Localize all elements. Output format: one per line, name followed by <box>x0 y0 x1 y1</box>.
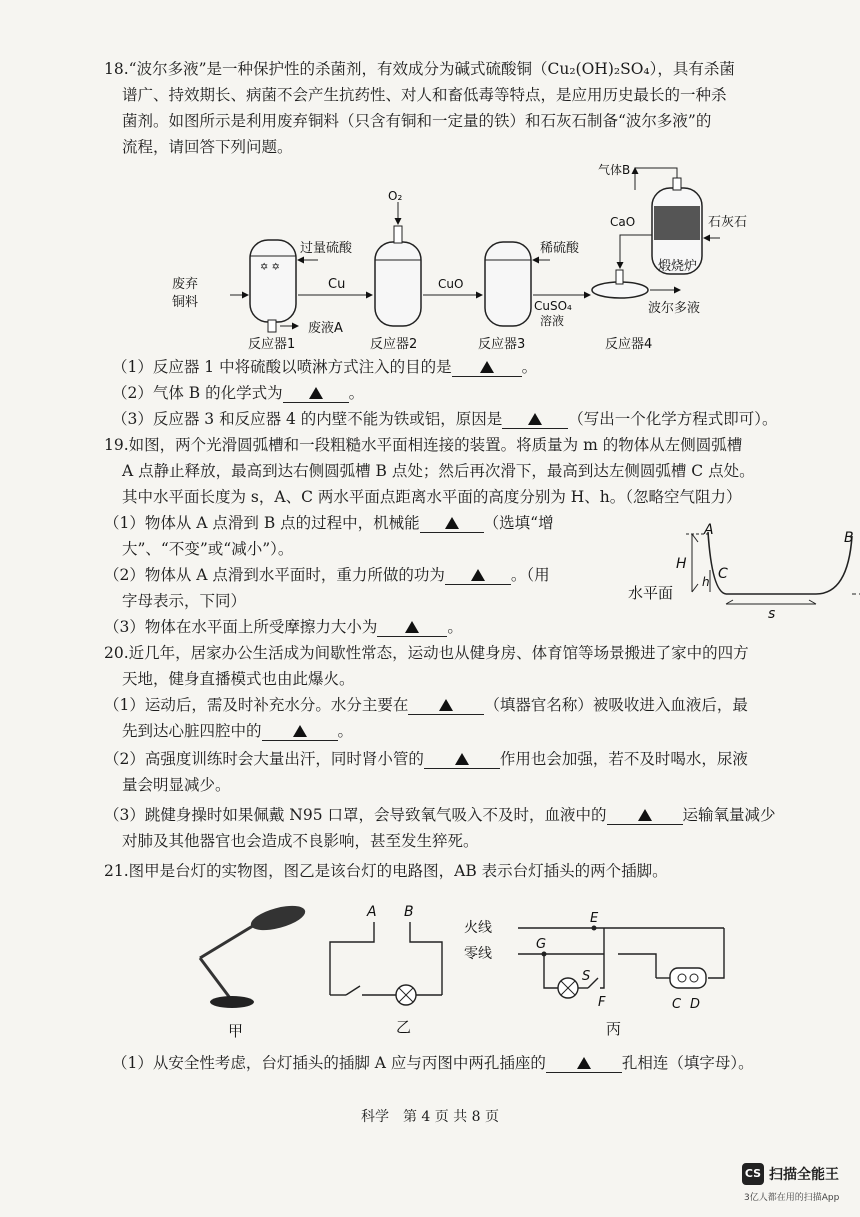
q20-part-2-cont: 量会明显减少。 <box>122 776 231 794</box>
label-cuso4: CuSO₄ <box>534 299 572 313</box>
label-point-a: A <box>704 522 714 538</box>
q20-part-1-cont: 先到达心脏四腔中的 。 <box>122 722 354 740</box>
q18-intro-line-1: 18.“波尔多液”是一种保护性的杀菌剂，有效成分为碱式硫酸铜（Cu₂(OH)₂SO₄），具有杀菌 <box>104 60 735 78</box>
label-hole-d: D <box>690 997 701 1012</box>
label-cu: Cu <box>328 277 346 292</box>
label-switch-s: S <box>582 969 591 984</box>
q18-intro-line-4: 流程，请回答下列问题。 <box>122 138 293 156</box>
q20-part-2: （2）高强度训练时会大量出汗，同时肾小管的 作用也会加强，若不及时喝水，尿液 <box>104 750 748 768</box>
camscanner-tagline: 3亿人都在用的扫描App <box>744 1193 840 1203</box>
label-height-h: H <box>676 556 687 572</box>
label-cao: CaO <box>610 215 636 229</box>
label-length-s: s <box>768 606 776 622</box>
label-point-c: C <box>718 566 728 582</box>
svg-text:✡ ✡: ✡ ✡ <box>260 262 280 273</box>
label-reactor-4: 反应器4 <box>605 337 653 352</box>
q21-intro: 21.图甲是台灯的实物图，图乙是该台灯的电路图，AB 表示台灯插头的两个插脚。 <box>104 862 668 880</box>
label-neutral-wire: 零线 <box>464 946 492 962</box>
label-pin-b: B <box>404 904 414 920</box>
label-waste: 废弃 <box>172 277 199 292</box>
label-fig-yi: 乙 <box>396 1018 412 1036</box>
label-point-e: E <box>590 911 599 926</box>
label-spray-acid: 过量硫酸 <box>300 241 353 256</box>
label-reactor-2: 反应器2 <box>370 337 418 352</box>
reactor-4 <box>592 270 648 298</box>
label-liquid-a: 废液A <box>308 321 343 336</box>
label-limestone: 石灰石 <box>708 215 748 230</box>
label-pin-a: A <box>367 904 377 920</box>
scanner-watermark <box>742 1163 852 1207</box>
q18-flow-diagram <box>160 160 760 355</box>
reactor-2 <box>375 226 421 326</box>
q18-intro-line-2: 谱广、持效期长、病菌不会产生抗药性、对人和畜低毒等特点，是应用历史最长的一种杀 <box>122 86 727 104</box>
q19-part-1-cont: 大”、“不变”或“减小”）。 <box>122 540 294 558</box>
q19-part-2-cont: 字母表示，下同） <box>122 592 247 610</box>
q19-part-3: （3）物体在水平面上所受摩擦力大小为 。 <box>104 618 463 636</box>
q20-intro-line-1: 20.近几年，居家办公生活成为间歇性常态，运动也从健身房、体育馆等场景搬进了家中的四方 <box>104 644 749 662</box>
label-hole-c: C <box>672 997 682 1012</box>
q21-circuit-yi <box>322 900 462 1040</box>
q19-intro-line-1: 19.如图，两个光滑圆弧槽和一段粗糙水平面相连接的装置。将质量为 m 的物体从左侧圆弧槽 <box>104 436 743 454</box>
label-reactor-1: 反应器1 <box>248 337 296 352</box>
q21-lamp-photo <box>180 890 310 1040</box>
label-furnace: 煅烧炉 <box>658 259 698 274</box>
label-gas-b: 气体B <box>598 163 631 177</box>
q18-part-1: （1）反应器 1 中将硫酸以喷淋方式注入的目的是 。 <box>112 358 538 376</box>
q21-part-1: （1）从安全性考虑，台灯插头的插脚 A 应与丙图中两孔插座的 孔相连（填字母）。 <box>112 1054 754 1072</box>
label-point-g: G <box>536 937 547 952</box>
q19-part-2: （2）物体从 A 点滑到水平面时，重力所做的功为 。（用 <box>104 566 550 584</box>
q18-part-2: （2）气体 B 的化学式为 。 <box>112 384 365 402</box>
page-footer: 科学 第 4 页 共 8 页 <box>360 1109 500 1125</box>
label-dilute-acid: 稀硫酸 <box>540 241 580 256</box>
q19-intro-line-2: A 点静止释放，最高到达右侧圆弧槽 B 点处；然后再次滑下，最高到达左侧圆弧槽 C 点处。 <box>122 462 755 480</box>
q18-part-3: （3）反应器 3 和反应器 4 的内壁不能为铁或铝，原因是 （写出一个化学方程式即可）。 <box>112 410 778 428</box>
label-bordeaux: 波尔多液 <box>648 301 701 316</box>
label-cuo: CuO <box>438 277 464 291</box>
q20-part-3-cont: 对肺及其他器官也会造成不良影响，甚至发生猝死。 <box>122 832 479 850</box>
q19-track-diagram <box>626 522 860 622</box>
q20-part-3: （3）跳健身操时如果佩戴 N95 口罩，会导致氧气吸入不及时，血液中的 运输氧量减少 <box>104 806 776 824</box>
label-fig-jia: 甲 <box>228 1022 244 1040</box>
q20-intro-line-2: 天地，健身直播模式也由此爆火。 <box>122 670 355 688</box>
label-fig-bing: 丙 <box>606 1020 622 1038</box>
q21-circuit-bing <box>464 908 744 1040</box>
q20-part-1: （1）运动后，需及时补充水分。水分主要在 （填器官名称）被吸收进入血液后，最 <box>104 696 748 714</box>
camscanner-name: 扫描全能王 <box>769 1167 839 1183</box>
q19-intro-line-3: 其中水平面长度为 s，A、C 两水平面点距离水平面的高度分别为 H、h。（忽略空气阻力） <box>122 488 742 506</box>
label-o2: O₂ <box>388 189 403 203</box>
label-horizontal-plane: 水平面 <box>628 584 674 602</box>
label-point-f: F <box>598 995 606 1010</box>
q19-part-1: （1）物体从 A 点滑到 B 点的过程中，机械能 （选填“增 <box>104 514 554 532</box>
label-solution: 溶液 <box>540 314 565 328</box>
label-height-small-h: h <box>702 575 710 589</box>
reactor-3 <box>485 242 531 326</box>
label-reactor-3: 反应器3 <box>478 337 526 352</box>
q18-intro-line-3: 菌剂。如图所示是利用废弃铜料（只含有铜和一定量的铁）和石灰石制备“波尔多液”的 <box>122 112 712 130</box>
label-copper: 铜料 <box>172 295 199 310</box>
camscanner-logo: CS <box>742 1163 764 1185</box>
reactor-1 <box>250 240 296 332</box>
label-point-b: B <box>844 530 854 546</box>
label-live-wire: 火线 <box>464 920 492 936</box>
